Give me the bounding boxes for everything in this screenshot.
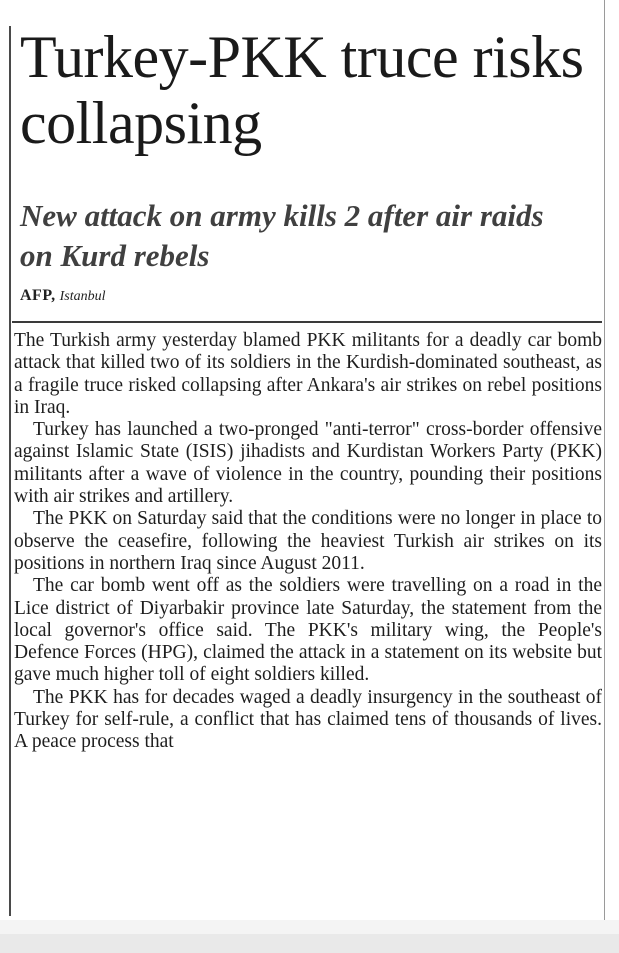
article-paragraph: The car bomb went off as the soldiers were travelling on a road in the Lice district of Diyarbakir province late Saturday, the statement from the local governor's office said. The PKK's military wing, the People's Defence Forces (HPG), claimed the attack in a statement on its website but gave much higher toll of eight soldiers killed. bbox=[14, 575, 602, 686]
article-paragraph: The PKK on Saturday said that the conditions were no longer in place to observe the ceasefire, following the heaviest Turkish air strikes on its positions in northern Iraq since August 2011. bbox=[14, 508, 602, 574]
article-byline bbox=[20, 286, 106, 307]
byline-agency: AFP, bbox=[20, 287, 56, 304]
article-paragraph: The PKK has for decades waged a deadly insurgency in the southeast of Turkey for self-rule, a conflict that has claimed tens of thousands of lives. A peace process that bbox=[14, 686, 602, 753]
page-bottom-edge bbox=[0, 934, 619, 953]
article-subheadline: New attack on army kills 2 after air raids on Kurd rebels bbox=[20, 198, 544, 273]
column-left-border bbox=[9, 26, 11, 916]
column-right-border bbox=[604, 0, 605, 920]
byline-location: Istanbul bbox=[59, 289, 106, 304]
article-paragraph: Turkey has launched a two-pronged "anti-terror" cross-border offensive against Islamic State (ISIS) jihadists and Kurdistan Workers Party (PKK) militants after a wave of violence in the country, pounding their positions with air strikes and artillery. bbox=[14, 419, 602, 508]
article-body bbox=[14, 330, 602, 920]
byline-divider bbox=[12, 321, 602, 323]
article-headline: Turkey-PKK truce risks collapsing bbox=[20, 24, 584, 156]
page-bottom-margin bbox=[0, 920, 619, 934]
article-paragraph: The Turkish army yesterday blamed PKK militants for a deadly car bomb attack that killed two of its soldiers in the Kurdish-dominated southeast, as a fragile truce risked collapsing after Ankara's air strikes on rebel positions in Iraq. bbox=[14, 330, 602, 418]
